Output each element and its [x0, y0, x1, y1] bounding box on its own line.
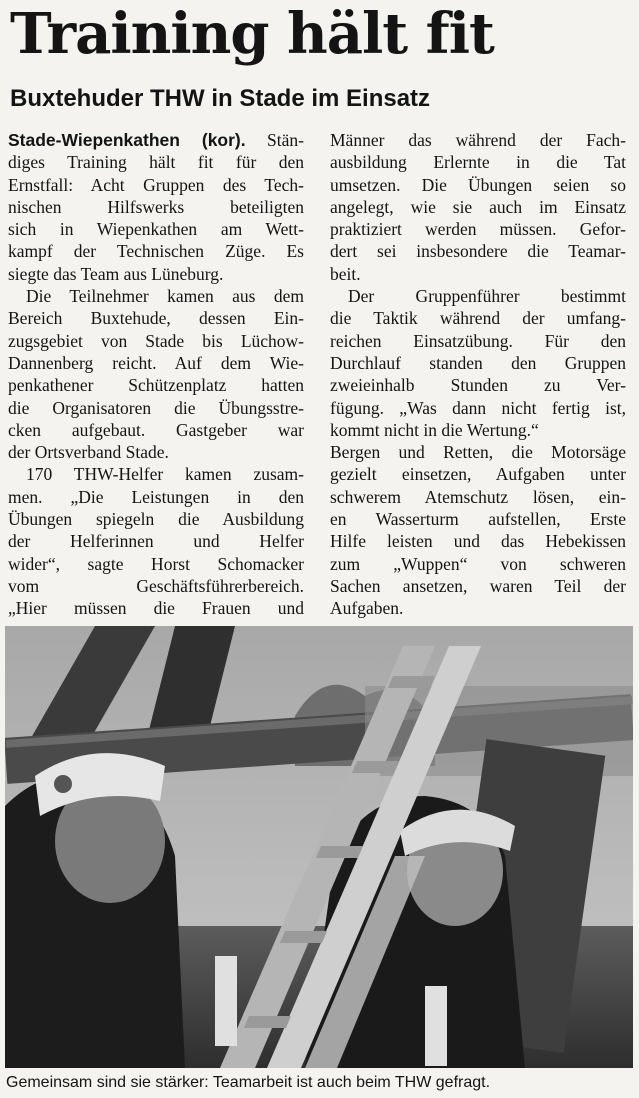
article-line: nischen Hilfswerks beteiligten — [8, 196, 304, 217]
article-line: Bergen und Retten, die Motorsäge — [330, 442, 626, 463]
headline: Training hält fit — [10, 1, 494, 67]
article-line: zugsgebiet von Stade bis Lüchow- — [8, 330, 304, 351]
article-line: Aufgaben. — [330, 598, 404, 619]
article-line: angelegt, wie sie auch im Einsatz — [330, 196, 626, 217]
article-line — [8, 129, 304, 151]
article-line: Ernstfall: Acht Gruppen des Tech- — [8, 174, 304, 195]
article-line: „Hier müssen die Frauen und — [8, 598, 304, 619]
article-line: Sachen ansetzen, waren Teil der — [330, 575, 626, 596]
article-line: praktiziert werden müssen. Gefor- — [330, 219, 626, 240]
article-column-right — [330, 129, 626, 620]
article-line: sich in Wiepenkathen am Wett- — [8, 219, 304, 240]
article-line: wider“, sagte Horst Schomacker — [8, 553, 304, 574]
article-line: vom Geschäftsführerbereich. — [8, 575, 304, 596]
reflective-stripe — [215, 956, 237, 1046]
article-line: Dannenberg reicht. Auf dem Wie- — [8, 352, 304, 373]
article-line-text: Stän- — [245, 130, 304, 150]
article-line: men. „Die Leistungen in den — [8, 486, 304, 507]
article-line: ausbildung Erlernte in die Tat — [330, 152, 626, 173]
article-line: Durchlauf standen den Gruppen — [330, 352, 626, 373]
article-line: Hilfe leisten und das Hebekissen — [330, 531, 626, 552]
article-line: cken aufgebaut. Gastgeber war — [8, 419, 304, 440]
article-line: umsetzen. Die Übungen seien so — [330, 174, 626, 195]
article-line: reichen Einsatzübung. Für den — [330, 330, 626, 351]
article-line: beit. — [330, 263, 361, 284]
dateline: Stade-Wiepenkathen (kor). — [8, 130, 246, 150]
photo-caption: Gemeinsam sind sie stärker: Teamarbeit ist auch beim THW gefragt. — [6, 1074, 491, 1091]
article-line: en Wasserturm aufstellen, Erste — [330, 509, 626, 530]
article-line: der Helferinnen und Helfer — [8, 531, 304, 552]
article-line: kampf der Technischen Züge. Es — [8, 241, 304, 262]
article-line: penkathener Schützenplatz hatten — [8, 375, 304, 396]
article-line: schwerem Atemschutz lösen, ein- — [330, 486, 626, 507]
article-line: gezielt einsetzen, Aufgaben unter — [330, 464, 626, 485]
article-column-left — [8, 129, 304, 620]
article-line: Die Teilnehmer kamen aus dem — [26, 286, 304, 307]
article-line: die Taktik während der umfang- — [330, 308, 626, 329]
article-line: Männer das während der Fach- — [330, 130, 626, 150]
article-line: zweieinhalb Stunden zu Ver- — [330, 375, 626, 396]
article-line: 170 THW-Helfer kamen zusam- — [26, 464, 304, 485]
reflective-stripe — [425, 986, 447, 1066]
article-line: zum „Wuppen“ von schweren — [330, 553, 626, 574]
article-line: fügung. „Was dann nicht fertig ist, — [330, 397, 626, 418]
photo-illustration — [5, 626, 633, 1068]
article-line: dert sei insbesondere die Teamar- — [330, 241, 626, 262]
article-line: Der Gruppenführer bestimmt — [348, 286, 626, 307]
article-line: die Organisatoren die Übungsstre- — [8, 397, 304, 418]
article-line: der Ortsverband Stade. — [8, 442, 169, 463]
article-line: Bereich Buxtehude, dessen Ein- — [8, 308, 304, 329]
news-photo — [5, 626, 633, 1068]
article-line: Übungen spiegeln die Ausbildung — [8, 509, 304, 530]
article-line: kommt nicht in die Wertung.“ — [330, 419, 539, 440]
helmet-emblem — [54, 775, 72, 793]
subheadline: Buxtehuder THW in Stade im Einsatz — [10, 85, 431, 112]
article-line: siegte das Team aus Lüneburg. — [8, 263, 224, 284]
article-line: diges Training hält fit für den — [8, 152, 304, 173]
